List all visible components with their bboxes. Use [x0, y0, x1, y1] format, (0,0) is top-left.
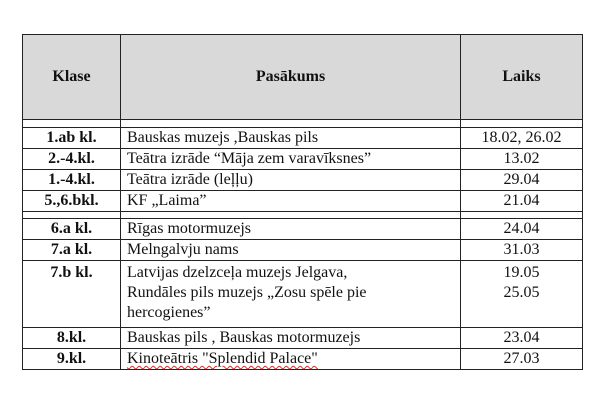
event-cell: Latvijas dzelzceļa muzejs Jelgava, Rundāles pils muzejs „Zosu spēle pie hercogienes” — [121, 261, 461, 328]
klase-cell: 6.a kl. — [23, 219, 121, 240]
klase-cell: 1.ab kl. — [23, 128, 121, 149]
table-row — [23, 128, 583, 149]
header-laiks: Laiks — [461, 35, 583, 120]
date-cell: 23.04 — [461, 328, 583, 349]
event-cell: KF „Laima” — [121, 191, 461, 212]
klase-cell: 7.b kl. — [23, 261, 121, 328]
event-cell: Kinoteātris "Splendid Palace" — [121, 349, 461, 370]
event-cell: Teātra izrāde “Māja zem varavīksnes” — [121, 149, 461, 170]
row-gap — [23, 212, 583, 219]
table-row — [23, 170, 583, 191]
date-cell: 13.02 — [461, 149, 583, 170]
event-cell: Melngalvju nams — [121, 240, 461, 261]
header-klase: Klase — [23, 35, 121, 120]
klase-cell: 5.,6.bkl. — [23, 191, 121, 212]
date-cell: 18.02, 26.02 — [461, 128, 583, 149]
table-row — [23, 191, 583, 212]
event-cell: Bauskas muzejs ,Bauskas pils — [121, 128, 461, 149]
table-row — [23, 149, 583, 170]
table-row — [23, 261, 583, 328]
date-cell: 21.04 — [461, 191, 583, 212]
date-cell: 27.03 — [461, 349, 583, 370]
header-pasakums: Pasākums — [121, 35, 461, 120]
header-gap — [23, 120, 583, 128]
table-row — [23, 219, 583, 240]
table-row — [23, 349, 583, 370]
event-cell: Teātra izrāde (leļļu) — [121, 170, 461, 191]
klase-cell: 7.a kl. — [23, 240, 121, 261]
klase-cell: 8.kl. — [23, 328, 121, 349]
event-cell: Bauskas pils , Bauskas motormuzejs — [121, 328, 461, 349]
klase-cell: 9.kl. — [23, 349, 121, 370]
date-cell: 19.05 25.05 — [461, 261, 583, 328]
table-row — [23, 328, 583, 349]
event-cell: Rīgas motormuzejs — [121, 219, 461, 240]
date-cell: 24.04 — [461, 219, 583, 240]
schedule-table — [22, 34, 583, 370]
date-cell: 31.03 — [461, 240, 583, 261]
table-header-row — [23, 35, 583, 120]
table-row — [23, 240, 583, 261]
date-cell: 29.04 — [461, 170, 583, 191]
klase-cell: 1.-4.kl. — [23, 170, 121, 191]
klase-cell: 2.-4.kl. — [23, 149, 121, 170]
